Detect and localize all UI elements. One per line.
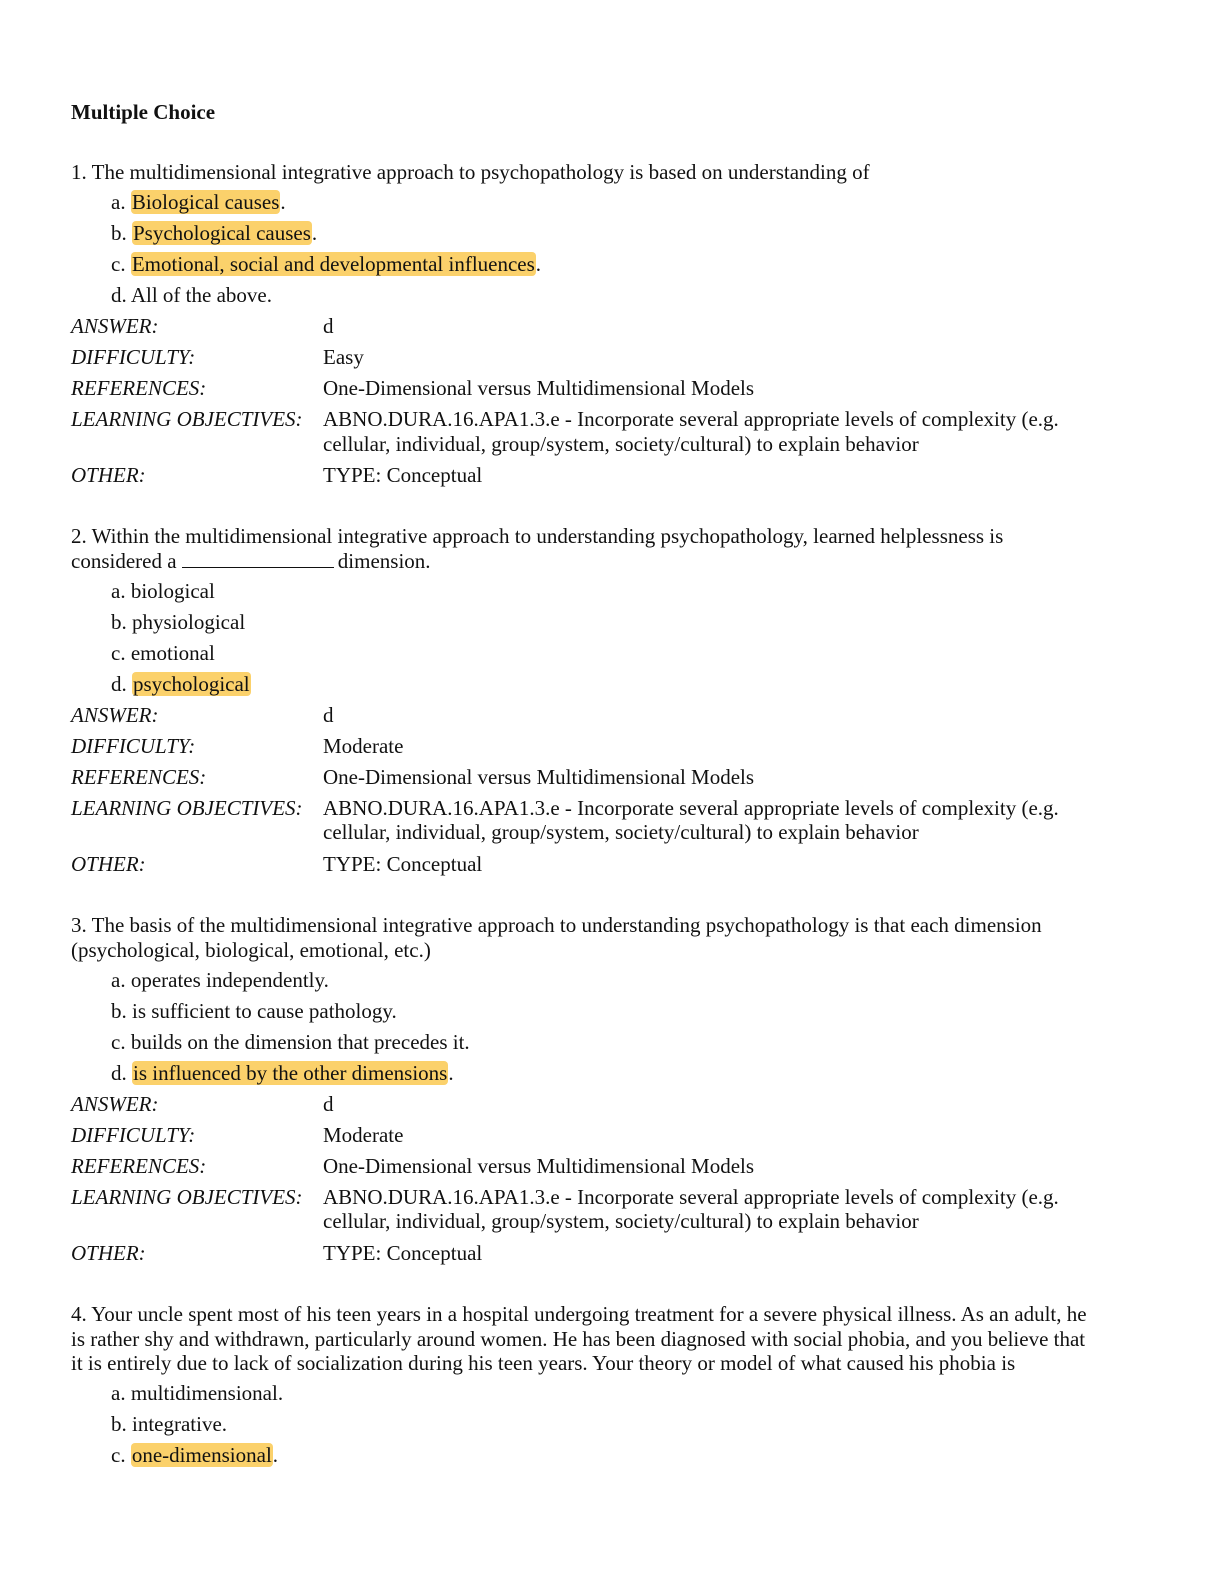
other-value: TYPE: Conceptual: [323, 851, 483, 876]
stem-line: 1. The multidimensional integrative approach to psychopathology is based on understanding of: [71, 160, 870, 184]
choice-b: b. integrative.: [111, 1412, 228, 1436]
answer-row: ANSWER: d: [71, 1090, 1141, 1121]
section-title: Multiple Choice: [71, 100, 216, 124]
question-metadata: [71, 1090, 1141, 1270]
choice-b: b. physiological: [111, 609, 246, 634]
question-metadata: [71, 701, 1141, 881]
difficulty-value: Moderate: [323, 733, 404, 758]
question-metadata: [71, 312, 1141, 492]
references-row: REFERENCES: One-Dimensional versus Multidimensional Models: [71, 763, 1141, 794]
other-row: OTHER: TYPE: Conceptual: [71, 461, 1141, 492]
other-row: OTHER: TYPE: Conceptual: [71, 1239, 1141, 1270]
choice-a: a. biological: [111, 578, 215, 603]
question-stem: [71, 1302, 1141, 1376]
choice-a: a. Biological causes.: [111, 190, 286, 214]
choice-c: c. one-dimensional.: [111, 1443, 279, 1467]
difficulty-row: DIFFICULTY: Easy: [71, 343, 1141, 374]
fill-in-blank: [182, 551, 334, 568]
question-stem: [71, 913, 1141, 962]
answer-value: d: [323, 314, 334, 338]
highlighted-text: is influenced by the other dimensions: [133, 1060, 448, 1085]
choice-list: [71, 1379, 1141, 1472]
stem-line: 4. Your uncle spent most of his teen years in a hospital undergoing treatment for a severe physical illness. As an adult, he: [71, 1302, 1087, 1326]
learning-objectives-row: LEARNING OBJECTIVES: ABNO.DURA.16.APA1.3.e - Incorporate several appropriate levels of complexity (e.g. cellular, individual, group/system, society/cultural) to explain behavior: [71, 794, 1141, 850]
choice-d: d. All of the above.: [111, 283, 272, 307]
stem-line: it is entirely due to lack of socialization during his teen years. Your theory or model of what caused his phobia is: [71, 1351, 1016, 1375]
question-1: [71, 160, 1141, 492]
answer-value: d: [323, 1091, 334, 1116]
references-value: One-Dimensional versus Multidimensional Models: [323, 376, 755, 400]
answer-row: ANSWER: d: [71, 701, 1141, 732]
difficulty-row: DIFFICULTY: Moderate: [71, 732, 1141, 763]
learning-objectives-row: LEARNING OBJECTIVES: ABNO.DURA.16.APA1.3.e - Incorporate several appropriate levels of complexity (e.g. cellular, individual, group/system, society/cultural) to explain behavior: [71, 405, 1141, 461]
highlighted-text: Emotional, social and developmental influences: [131, 252, 535, 276]
other-row: OTHER: TYPE: Conceptual: [71, 850, 1141, 881]
highlighted-text: psychological: [133, 671, 250, 696]
answer-value: d: [323, 702, 334, 727]
answer-row: ANSWER: d: [71, 312, 1141, 343]
difficulty-value: Moderate: [323, 1122, 404, 1147]
question-stem: [71, 160, 1141, 185]
highlighted-text: Psychological causes: [133, 221, 311, 245]
choice-b: b. Psychological causes.: [111, 221, 318, 245]
question-3: [71, 913, 1141, 1270]
choice-a: a. operates independently.: [111, 967, 329, 992]
other-value: TYPE: Conceptual: [323, 463, 483, 487]
learning-objectives-row: LEARNING OBJECTIVES: ABNO.DURA.16.APA1.3.e - Incorporate several appropriate levels of complexity (e.g. cellular, individual, group/system, society/cultural) to explain behavior: [71, 1183, 1141, 1239]
choice-list: [71, 966, 1141, 1090]
references-row: REFERENCES: One-Dimensional versus Multidimensional Models: [71, 1152, 1141, 1183]
question-stem: [71, 524, 1141, 573]
difficulty-row: DIFFICULTY: Moderate: [71, 1121, 1141, 1152]
highlighted-text: Biological causes: [131, 190, 280, 214]
learning-objectives-value: ABNO.DURA.16.APA1.3.e - Incorporate several appropriate levels of complexity (e.g. cellular, individual, group/system, society/cultural) to explain behavior: [323, 407, 1059, 456]
choice-b: b. is sufficient to cause pathology.: [111, 998, 397, 1023]
references-row: REFERENCES: One-Dimensional versus Multidimensional Models: [71, 374, 1141, 405]
question-4: [71, 1302, 1141, 1472]
stem-line: (psychological, biological, emotional, etc.): [71, 937, 431, 962]
choice-d: d. psychological: [111, 671, 250, 696]
highlighted-text: one-dimensional: [131, 1443, 272, 1467]
choice-c: c. builds on the dimension that precedes it.: [111, 1029, 470, 1054]
choice-d: d. is influenced by the other dimensions.: [111, 1060, 454, 1085]
stem-line: is rather shy and withdrawn, particularly around women. He has been diagnosed with social phobia, and you believe that: [71, 1326, 1086, 1351]
other-value: TYPE: Conceptual: [323, 1240, 483, 1265]
stem-line: 3. The basis of the multidimensional integrative approach to understanding psychopathology is that each dimension: [71, 913, 1042, 937]
references-value: One-Dimensional versus Multidimensional Models: [323, 764, 755, 789]
choice-list: [71, 188, 1141, 312]
references-value: One-Dimensional versus Multidimensional Models: [323, 1153, 755, 1178]
choice-a: a. multidimensional.: [111, 1381, 284, 1405]
difficulty-value: Easy: [323, 345, 364, 369]
choice-c: c. emotional: [111, 640, 215, 665]
choice-c: c. Emotional, social and developmental influences.: [111, 252, 542, 276]
stem-line: 2. Within the multidimensional integrative approach to understanding psychopathology, learned helplessness is: [71, 524, 1004, 548]
learning-objectives-value: ABNO.DURA.16.APA1.3.e - Incorporate several appropriate levels of complexity (e.g. cellular, individual, group/system, society/cultural) to explain behavior: [323, 795, 1059, 844]
stem-line: considered a dimension.: [71, 548, 431, 573]
question-2: [71, 524, 1141, 881]
choice-list: [71, 577, 1141, 701]
learning-objectives-value: ABNO.DURA.16.APA1.3.e - Incorporate several appropriate levels of complexity (e.g. cellular, individual, group/system, society/cultural) to explain behavior: [323, 1184, 1059, 1233]
